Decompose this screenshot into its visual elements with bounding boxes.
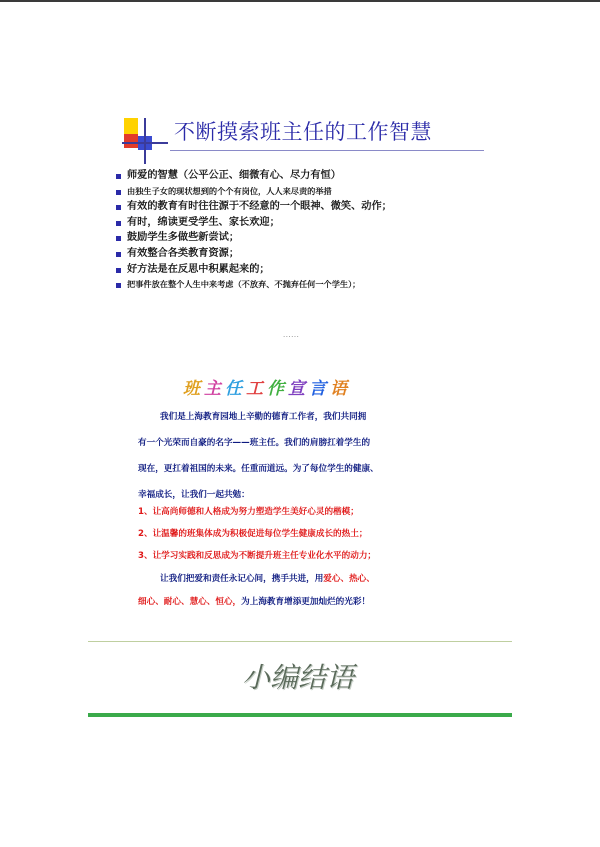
declaration-title-char: 班 [183,379,204,399]
summary-bottom-rule [88,713,512,717]
declaration-title-char: 言 [309,379,330,399]
declaration-line: 1、让高尚师德和人格成为努力塑造学生美好心灵的楷模； [138,507,359,517]
declaration-title-char: 主 [204,379,225,399]
declaration-line: 现在，更扛着祖国的未来。任重而道远。为了每位学生的健康、 [138,464,379,474]
declaration-line: 有一个光荣而自豪的名字——班主任。我们的肩膀扛着学生的 [138,438,371,448]
declaration-title-char: 语 [330,379,351,399]
declaration-title-char: 宣 [288,379,309,399]
declaration-line: 让我们把爱和责任永记心间，携手共进，用爱心、热心、 [160,574,375,584]
page-top-border [0,0,600,2]
declaration-title-char: 任 [225,379,246,399]
slide-logo-blocks [122,118,162,160]
slide-title: 不断摸索班主任的工作智慧 [174,120,432,144]
declaration-title [183,374,351,399]
slide-bullet-item: 鼓励学生多做些新尝试； [114,230,392,246]
slide-bullet-item: 有效的教育有时往往源于不经意的一个眼神、微笑、动作； [114,199,392,215]
slide-title-underline [170,150,484,151]
declaration-line: 细心、耐心、慧心、恒心，为上海教育增添更加灿烂的光彩！ [138,597,371,607]
slide-work-wisdom [108,106,498,296]
slide-bullet-item: 好方法是在反思中积累起来的； [114,262,392,278]
summary-top-rule [88,641,512,642]
declaration-line: 2、让温馨的班集体成为积极促进每位学生健康成长的热土； [138,529,368,539]
declaration-title-char: 作 [267,379,288,399]
declaration-line: 我们是上海教育园地上辛勤的德育工作者，我们共同拥 [160,412,367,422]
slide-bullet-item: 把事件放在整个人生中来考虑（不放弃、不抛弃任何一个学生）； [114,277,392,293]
declaration-title-char: 工 [246,379,267,399]
slide-bullet-item: 有时，绵读更受学生、家长欢迎； [114,215,392,231]
slide-bullet-item: 师爱的智慧（公平公正、细微有心、尽力有恒） [114,168,392,184]
separator-mark: ...... [283,331,300,339]
slide-bullet-list [114,168,392,293]
declaration-line: 3、让学习实践和反思成为不断提升班主任专业化水平的动力； [138,551,377,561]
declaration-line: 幸福成长，让我们一起共勉： [138,490,250,500]
slide-bullet-item: 有效整合各类教育资源； [114,246,392,262]
slide-bullet-item: 由独生子女的现状想到的个个有岗位，人人来尽责的举措 [114,184,392,200]
summary-title: 小编结语 [242,661,355,694]
